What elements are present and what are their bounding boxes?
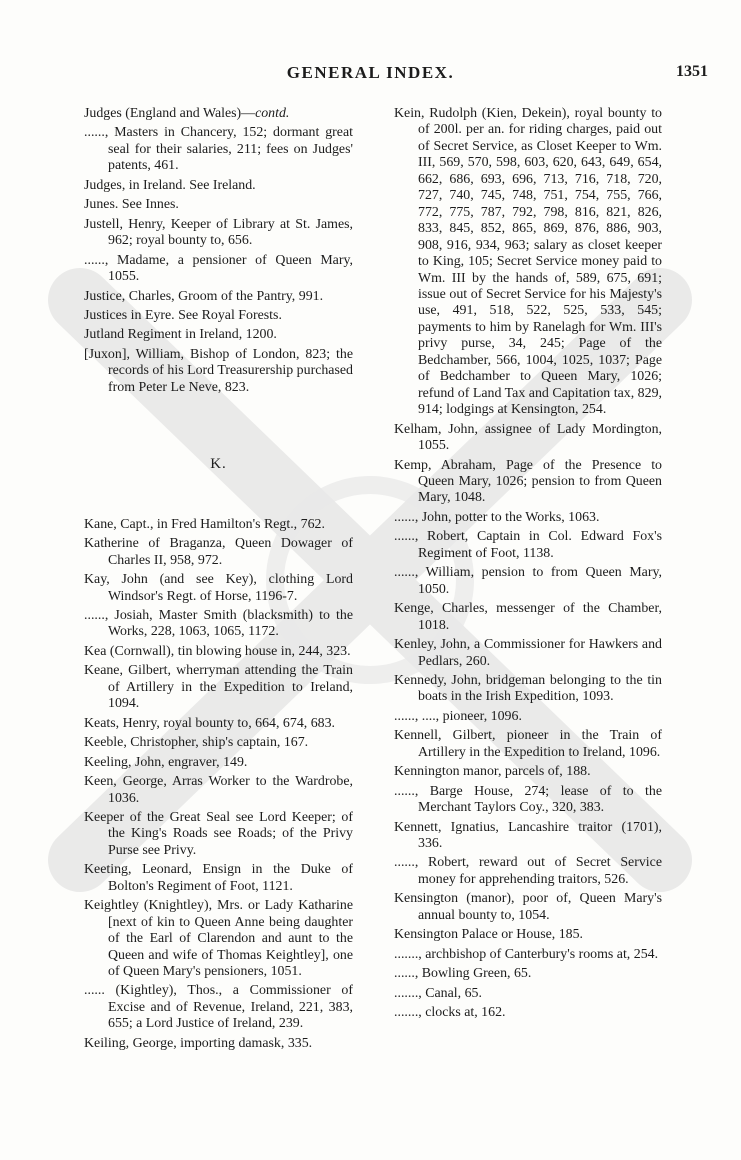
index-entry: ......, Barge House, 274; lease of to the Merchant Taylors Coy., 320, 383.: [394, 783, 662, 816]
section-letter-k: K.: [210, 456, 227, 473]
index-entry: Kenge, Charles, messenger of the Chamber, 1018.: [394, 601, 662, 633]
index-entry: Kensington (manor), poor of, Queen Mary's annual bounty to, 1054.: [394, 891, 662, 923]
index-entry: Kay, John (and see Key), clothing Lord Windsor's Regt. of Horse, 1196-7.: [84, 572, 353, 604]
left-entries-k: [84, 517, 353, 1053]
index-entry: Kennett, Ignatius, Lancashire traitor (1701), 336.: [394, 819, 662, 852]
index-entry: ......., Canal, 65.: [394, 985, 482, 1001]
index-entry: Justices in Eyre. See Royal Forests.: [84, 307, 282, 323]
index-entry: Keeble, Christopher, ship's captain, 167.: [84, 735, 309, 751]
index-entry: Justice, Charles, Groom of the Pantry, 991.: [84, 288, 324, 304]
index-entry: Judges (England and Wales)—contd.: [84, 106, 290, 121]
index-entry: ......, William, pension to from Queen Mary, 1050.: [394, 565, 662, 597]
index-entry: [Juxon], William, Bishop of London, 823; the records of his Lord Treasurership purchased from Peter Le Neve, 823.: [84, 346, 353, 395]
left-column: [84, 106, 353, 1055]
page-number: 1351: [676, 63, 708, 80]
index-entry: Keats, Henry, royal bounty to, 664, 674, 683.: [84, 715, 336, 731]
index-entry: ......, Madame, a pensioner of Queen Mary, 1055.: [84, 252, 353, 285]
index-entry: Kea (Cornwall), tin blowing house in, 244, 323.: [84, 643, 351, 659]
index-entry: Keeting, Leonard, Ensign in the Duke of Bolton's Regiment of Foot, 1121.: [84, 862, 353, 894]
index-entry: ...... (Kightley), Thos., a Commissioner of Excise and of Revenue, Ireland, 221, 383, 655; a Lord Justice of Ireland, 239.: [84, 983, 353, 1032]
index-entry: ......, John, potter to the Works, 1063.: [394, 509, 600, 525]
index-entry: ......, Robert, reward out of Secret Service money for apprehending traitors, 526.: [394, 855, 662, 887]
index-entry: Kensington Palace or House, 185.: [394, 927, 584, 943]
index-entry: Kennedy, John, bridgeman belonging to the tin boats in the Irish Expedition, 1093.: [394, 672, 662, 705]
index-entry: Justell, Henry, Keeper of Library at St. James, 962; royal bounty to, 656.: [84, 216, 353, 249]
index-entry: Keane, Gilbert, wherryman attending the Train of Artillery in the Expedition to Ireland, 1094.: [84, 663, 353, 712]
index-entry: Kane, Capt., in Fred Hamilton's Regt., 762.: [84, 516, 325, 532]
index-entry: Kelham, John, assignee of Lady Mordington, 1055.: [394, 421, 662, 454]
index-entry: Keiling, George, importing damask, 335.: [84, 1035, 313, 1051]
index-entry: ......., archbishop of Canterbury's rooms at, 254.: [394, 946, 659, 962]
index-entry: Kein, Rudolph (Kien, Dekein), royal bounty to of 200l. per an. for riding charges, paid out of Secret Service, as Closet Keeper to Wm. III, 569, 570, 598, 603, 620, 643, 649, 654, 662, 686, 693, 696, 713, 716, 718, 720, 727, 740, 745, 748, 751, 754, 755, 766, 772, 775, 787, 792, 798, 816, 821, 826, 833, 845, 852, 865, 869, 876, 886, 903, 908, 916, 934, 963; salary as closet keeper to King, 105; Secret Service money paid to Wm. III by the hands of, 589, 675, 691; issue out of Secret Service for his Majesty's use, 491, 518, 522, 525, 533, 545; payments to him by Ranelagh for Wm. III's privy purse, 34, 245; Page of the Bedchamber, 566, 1004, 1025, 1037; Page of Bedchamber to Queen Mary, 1026; refund of Land Tax and Capitation tax, 829, 914; lodgings at Kensington, 254.: [394, 106, 662, 418]
index-entry: ......., clocks at, 162.: [394, 1005, 506, 1021]
index-entry: ......, Robert, Captain in Col. Edward Fox's Regiment of Foot, 1138.: [394, 529, 662, 561]
page-title: GENERAL INDEX.: [286, 63, 455, 82]
index-entry: Keeling, John, engraver, 149.: [84, 754, 248, 770]
index-entry: Katherine of Braganza, Queen Dowager of Charles II, 958, 972.: [84, 536, 353, 568]
index-entry: Keightley (Knightley), Mrs. or Lady Katharine [next of kin to Queen Anne being daughter of the Earl of Clarendon and aunt to the Queen and wife of Thomas Keightley], one of Queen Mary's pensioners, 1051.: [84, 898, 353, 980]
index-entry: Kenley, John, a Commissioner for Hawkers and Pedlars, 260.: [394, 637, 662, 669]
index-entry: Kennell, Gilbert, pioneer in the Train of Artillery in the Expedition to Ireland, 1096.: [394, 728, 662, 760]
index-entry: Kennington manor, parcels of, 188.: [394, 764, 591, 780]
index-entry: Kemp, Abraham, Page of the Presence to Queen Mary, 1026; pension to from Queen Mary, 1048.: [394, 457, 662, 506]
right-entries: [394, 106, 662, 1022]
right-column: [394, 106, 662, 1025]
left-entries-top: [84, 106, 353, 396]
index-entry: Junes. See Innes.: [84, 197, 179, 213]
index-entry: Jutland Regiment in Ireland, 1200.: [84, 327, 277, 343]
index-entry: ......, Josiah, Master Smith (blacksmith) to the Works, 228, 1063, 1065, 1172.: [84, 607, 353, 640]
index-entry: ......, Bowling Green, 65.: [394, 966, 532, 982]
index-entry: ......, ...., pioneer, 1096.: [394, 708, 522, 724]
index-entry: Keeper of the Great Seal see Lord Keeper; of the King's Roads see Roads; of the Privy Purse see Privy.: [84, 809, 353, 858]
index-entry: Judges, in Ireland. See Ireland.: [84, 177, 256, 193]
index-entry: Keen, George, Arras Worker to the Wardrobe, 1036.: [84, 774, 353, 806]
index-entry: ......, Masters in Chancery, 152; dormant great seal for their salaries, 211; fees on Judges' patents, 461.: [84, 125, 353, 174]
